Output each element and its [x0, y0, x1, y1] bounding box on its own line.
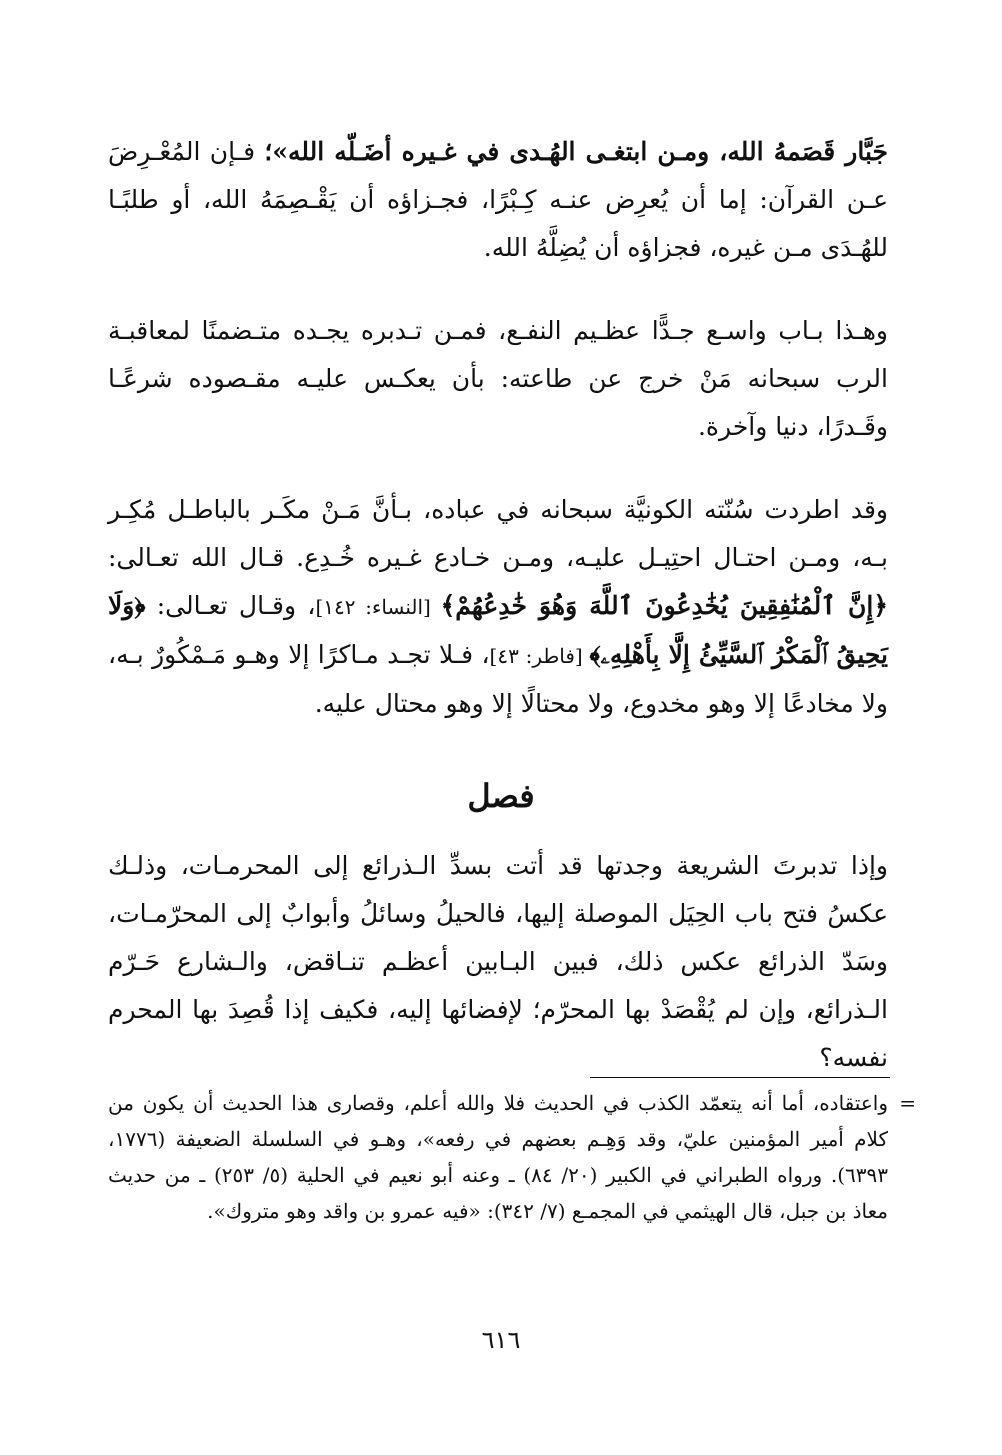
verse-reference-1: [النساء: ١٤٢]	[315, 595, 441, 619]
paragraph-3-text-3: ، فـلا تجـد مـاكرًا إلا وهـو مَـمْكُورٌ بـه، ولا مخادعًا إلا وهو مخدوع، ولا محتالًا إلا وهو محتال عليه.	[108, 640, 888, 718]
paragraph-1	[108, 128, 888, 272]
paragraph-3	[108, 486, 888, 728]
paragraph-3-text-2: ، وقـال تعـالى:	[145, 591, 316, 620]
footnote-continuation-marker: =	[899, 1091, 916, 1115]
quran-verse-2: ﴿وَلَا يَحِيقُ ٱلْمَكْرُ ٱلسَّيِّئُ إِلَّا بِأَهْلِهِۦ﴾	[108, 591, 888, 669]
verse-reference-2: [فاطر: ٤٣]	[489, 644, 590, 668]
footnote-divider	[590, 1077, 890, 1078]
page-number: ٦١٦	[481, 1326, 521, 1354]
paragraph-4: وإذا تدبرتَ الشريعة وجدتها قد أتت بسدِّ الـذرائع إلى المحرمـات، وذلـك عكسُ فتح باب الحِيَل الموصلة إليها، فالحيلُ وسائلُ وأبوابٌ إلى المحرّمـات، وسَدّ الذرائع عكس ذلك، فبين البـابين أعظـم تنـاقض، والـشارع حَـرّم الـذرائع، وإن لم يُقْصَدْ بها المحرّم؛ لإفضائها إليه، فكيف إذا قُصِدَ بها المحرم نفسه؟	[108, 851, 888, 1072]
paragraph-2: وهـذا بـاب واسـع جـدًّا عظـيم النفـع، فمـن تـدبره يجـده متـضمنًا لمعاقبـة الرب سبحانه مَنْ خرج عن طاعته: بأن يعكـس عليـه مقـصوده شرعًـا وقَـدرًا، دنيا وآخرة.	[108, 316, 888, 441]
quran-verse-1: ﴿إِنَّ ٱلْمُنَٰفِقِينَ يُخَٰدِعُونَ ٱللَّهَ وَهُوَ خَٰدِعُهُمْ﴾	[440, 591, 888, 620]
section-heading: فصل	[467, 777, 535, 815]
paragraph-1-bold-text: جَبَّار قَصَمهُ الله، ومـن ابتغـى الهُـدى في غـيره أضَـلّه الله»؛	[264, 137, 888, 166]
footnote	[108, 1085, 916, 1229]
paragraph-3-text-1: وقد اطردت سُنّته الكونيَّة سبحانه في عباده، بـأنَّ مَـنْ مكَـر بالباطـل مُكِـر بـه، ومـن احتـال احتِيـل عليـه، ومـن خـادع غـيره خُـدِع. قـال الله تعـالى:	[108, 495, 888, 572]
paragraph-1-text: فـإن المُعْـرِضَ عـن القرآن: إما أن يُعرِض عنـه كِـبْرًا، فجـزاؤه أن يَقْـصِمَهُ الله، أو طلبًـا للهُـدَى مـن غيره، فجزاؤه أن يُضِلَّهُ الله.	[108, 137, 888, 262]
footnote-text: واعتقاده، أما أنه يتعمّد الكذب في الحديث فلا والله أعلم، وقصارى هذا الحديث أن يكون من كلام أمير المؤمنين عليّ، وقد وَهِـم بعضهم في رفعه»، وهـو في السلسلة الضعيفة (١٧٧٦، ٦٣٩٣). ورواه الطبراني في الكبير (٢٠/ ٨٤) ـ وعنه أبو نعيم في الحلية (٥/ ٢٥٣) ـ من حديث معاذ بن جبل، قال الهيثمي في المجمـع (٧/ ٣٤٢): «فيه عمرو بن واقد وهو متروك».	[108, 1091, 888, 1223]
